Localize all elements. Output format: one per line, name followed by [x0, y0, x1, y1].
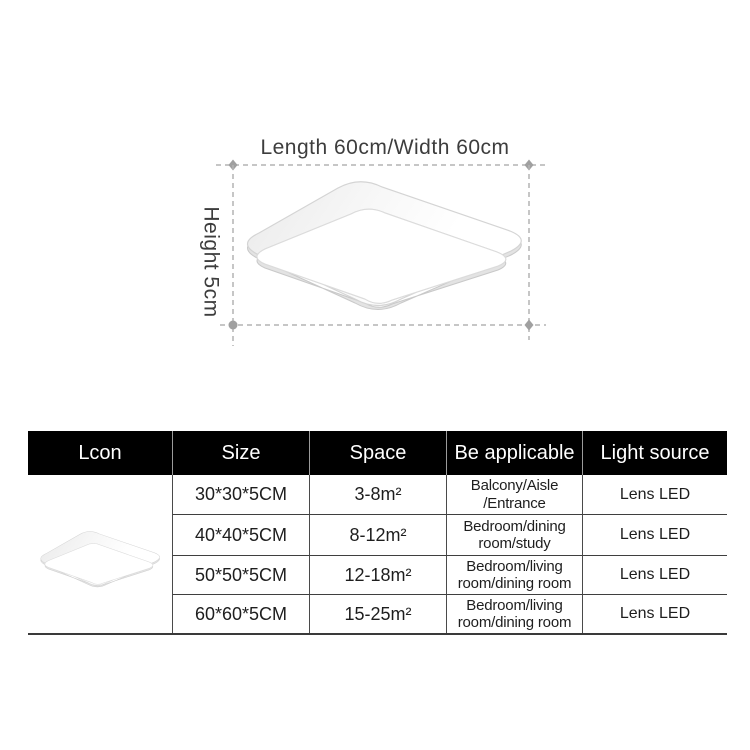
dot-marker-bottom-left: [229, 321, 238, 330]
dimension-diagram: [180, 118, 570, 363]
size-cell: 30*30*5CM: [172, 475, 309, 514]
applicable-line1: Bedroom/dining: [463, 517, 566, 535]
applicable-line2: room/dining room: [457, 575, 572, 592]
light-source-cell: Lens LED: [582, 594, 727, 633]
size-cell: 60*60*5CM: [172, 594, 309, 633]
space-cell: 12-18m²: [309, 555, 446, 594]
applicable-cell: [446, 594, 582, 633]
light-source-cell: Lens LED: [582, 555, 727, 594]
header-cell-applicable: Be applicable: [446, 431, 582, 475]
applicable-cell: [446, 555, 582, 594]
length-width-label: Length 60cm/Width 60cm: [260, 136, 510, 159]
ceiling-lamp-icon: [34, 528, 166, 590]
header-cell-icon: Lcon: [28, 431, 172, 475]
applicable-cell: [446, 475, 582, 514]
height-label: Height 5cm: [199, 206, 223, 318]
header-cell-size: Size: [172, 431, 309, 475]
lamp-icon-cell: [28, 475, 172, 633]
applicable-line2: /Entrance: [483, 494, 546, 512]
light-source-cell: Lens LED: [582, 475, 727, 514]
spec-table: [28, 431, 727, 635]
size-cell: 50*50*5CM: [172, 555, 309, 594]
applicable-line1: Balcony/Aisle: [470, 477, 559, 495]
space-cell: 15-25m²: [309, 594, 446, 633]
applicable-line2: room/dining room: [457, 614, 572, 631]
ceiling-lamp-illustration: [248, 182, 522, 310]
space-cell: 3-8m²: [309, 475, 446, 514]
header-cell-light-source: Light source: [582, 431, 727, 475]
applicable-cell: [446, 514, 582, 555]
applicable-line2: room/study: [478, 535, 551, 552]
size-cell: 40*40*5CM: [172, 514, 309, 555]
diamond-marker-bottom-right: [525, 320, 534, 331]
applicable-line1: Bedroom/living: [466, 557, 563, 575]
light-source-cell: Lens LED: [582, 514, 727, 555]
space-cell: 8-12m²: [309, 514, 446, 555]
header-cell-space: Space: [309, 431, 446, 475]
applicable-line1: Bedroom/living: [466, 596, 563, 614]
